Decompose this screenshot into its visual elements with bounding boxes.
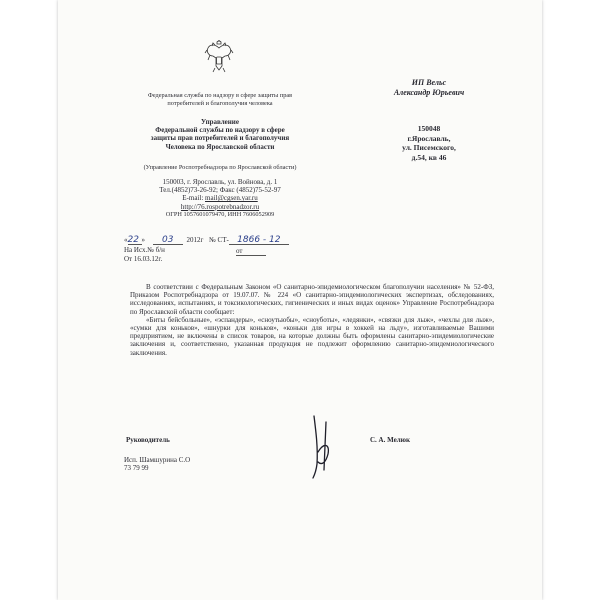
sender-email-line: [120, 194, 320, 202]
outgoing-number-label: № СТ-: [209, 236, 229, 244]
email-link[interactable]: mail@cgsen.yar.ru: [205, 194, 258, 203]
incoming-number: На Исх.№ б/н: [124, 246, 165, 254]
agency-line: Федеральная служба по надзору в сфере защиты прав: [147, 92, 293, 99]
website-link[interactable]: http://76.rospotrebnadzor.ru: [180, 202, 260, 211]
department-line: Управление: [201, 118, 239, 126]
sender-agency: [120, 92, 320, 108]
date-open-quote: «: [124, 236, 128, 244]
letter-body: [130, 283, 494, 357]
department-line: защиты прав потребителей и благополучия: [150, 134, 290, 143]
email-label: E-mail:: [182, 194, 206, 203]
date-year: 2012г: [186, 236, 204, 244]
incoming-date: От 16.03.12г.: [124, 255, 163, 263]
recipient-line: ИП Вельс: [411, 78, 447, 87]
recipient-address-line: ул. Писемского,: [402, 143, 456, 152]
recipient-name: [354, 78, 504, 98]
ref-from-line: [236, 247, 266, 256]
department-line: Федеральной службы по надзору в сфере: [155, 126, 285, 135]
sender-contacts: [120, 178, 320, 219]
recipient-address-line: 150048: [417, 124, 441, 133]
recipient-address-line: г.Ярославль,: [407, 133, 451, 143]
signatory-name: С. А. Мелюк: [370, 436, 411, 444]
date-month: 03: [153, 236, 183, 245]
ref-from-label: от: [236, 247, 266, 256]
department-line: Человека по Ярославской области: [165, 142, 275, 151]
recipient-line: Александр Юрьевич: [393, 88, 465, 97]
sender-phone: Тел.(4852)73-26-92; Факс (4852)75-52-97: [159, 186, 281, 195]
letter-page: [58, 0, 542, 600]
double-headed-eagle-emblem-icon: [204, 40, 234, 74]
sender-department: [120, 118, 320, 151]
executor-name: Исп. Шамшурина С.О: [124, 456, 191, 464]
sender-address: 150003, г. Ярославль, ул. Войнова, д. 1: [162, 178, 278, 186]
signatory-title: Руководитель: [126, 436, 170, 444]
outgoing-number: 1866 - 12: [229, 236, 289, 245]
handwritten-signature: [306, 412, 340, 480]
recipient-address-line: д.54, кв 46: [411, 152, 447, 162]
department-short-name: (Управление Роспотребнадзора по Ярославской области): [143, 164, 297, 171]
body-paragraph-2: «Биты бейсбольные», «эспандеры», «сноутьюбы», «сноуботы», «ледянки», «связки для лыж», «чехлы для лыж», «сумки для коньков», «шнурки для коньков», «коньки для игры в хоккей на льду», изготавливаемые Вашими предприятием, не включены в список товаров, на которые должны быть оформлены санитарно-эпидемиологические заключения и, соответственно, указанная продукция не подлежит оформлению санитарно-эпидемиологического заключения.: [130, 315, 494, 357]
executor-block: [124, 456, 190, 472]
body-paragraph-1: В соответствии с Федеральным Законом «О санитарно-эпидемиологическом благополучии населения» № 52-ФЗ, Приказом Роспотребнадзора от 19.07.07. № 224 «О санитарно-эпидемиологических экспертизах, обследованиях, исследованиях, испытаниях, и токсикологических, гигиенических и иных видах оценок» Управление Роспотребнадзора по Ярославской области сообщает:: [130, 283, 494, 316]
reference-line: [124, 236, 384, 245]
date-close-quote: »: [141, 236, 145, 244]
executor-phone: 73 79 99: [124, 464, 149, 473]
date-day: 22: [128, 236, 142, 245]
registration-ids: ОГРН 1057601079470, ИНН 7606052909: [165, 210, 275, 218]
recipient-address: [354, 124, 504, 162]
agency-line: потребителей и благополучия человека: [167, 100, 273, 107]
